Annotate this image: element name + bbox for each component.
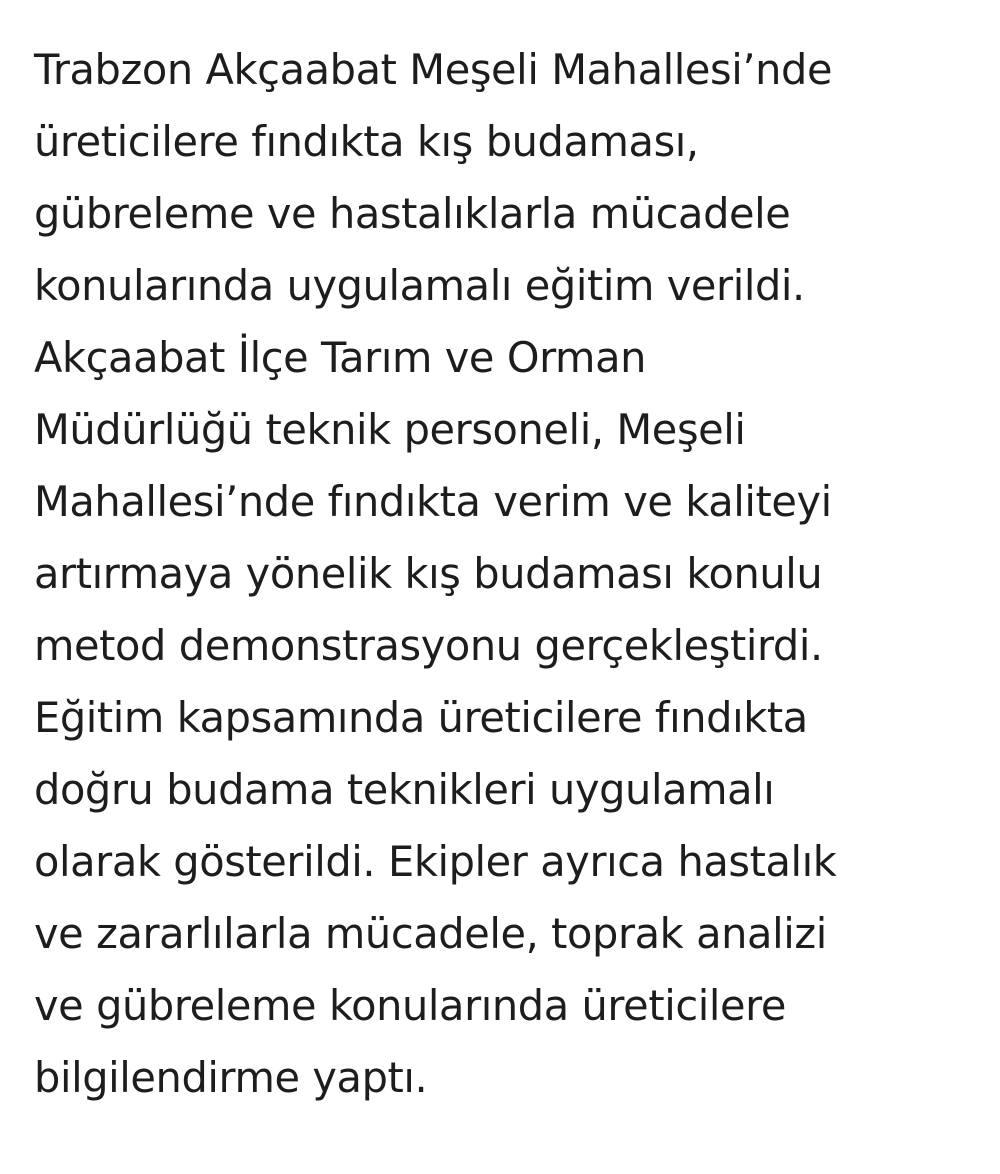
article-text-line: gübreleme ve hastalıklarla mücadele: [34, 189, 791, 238]
article-body: [34, 34, 984, 1114]
article-text-line: bilgilendirme yaptı.: [34, 1053, 428, 1102]
article-text-line: artırmaya yönelik kış budaması konulu: [34, 549, 823, 598]
article-text-line: Trabzon Akçaabat Meşeli Mahallesi’nde: [34, 45, 833, 94]
article-text-line: Müdürlüğü teknik personeli, Meşeli: [34, 405, 746, 454]
article-text-line: Akçaabat İlçe Tarım ve Orman: [34, 333, 647, 382]
article-text-line: konularında uygulamalı eğitim verildi.: [34, 261, 805, 310]
article-text-line: üreticilere fındıkta kış budaması,: [34, 117, 699, 166]
article-text-line: ve zararlılarla mücadele, toprak analizi: [34, 909, 827, 958]
article-text-line: doğru budama teknikleri uygulamalı: [34, 765, 775, 814]
article-text-line: Mahallesi’nde fındıkta verim ve kaliteyi: [34, 477, 832, 526]
article-text-line: ve gübreleme konularında üreticilere: [34, 981, 787, 1030]
article-text-line: metod demonstrasyonu gerçekleştirdi.: [34, 621, 823, 670]
article-text-line: Eğitim kapsamında üreticilere fındıkta: [34, 693, 808, 742]
article-text-line: olarak gösterildi. Ekipler ayrıca hastalık: [34, 837, 837, 886]
